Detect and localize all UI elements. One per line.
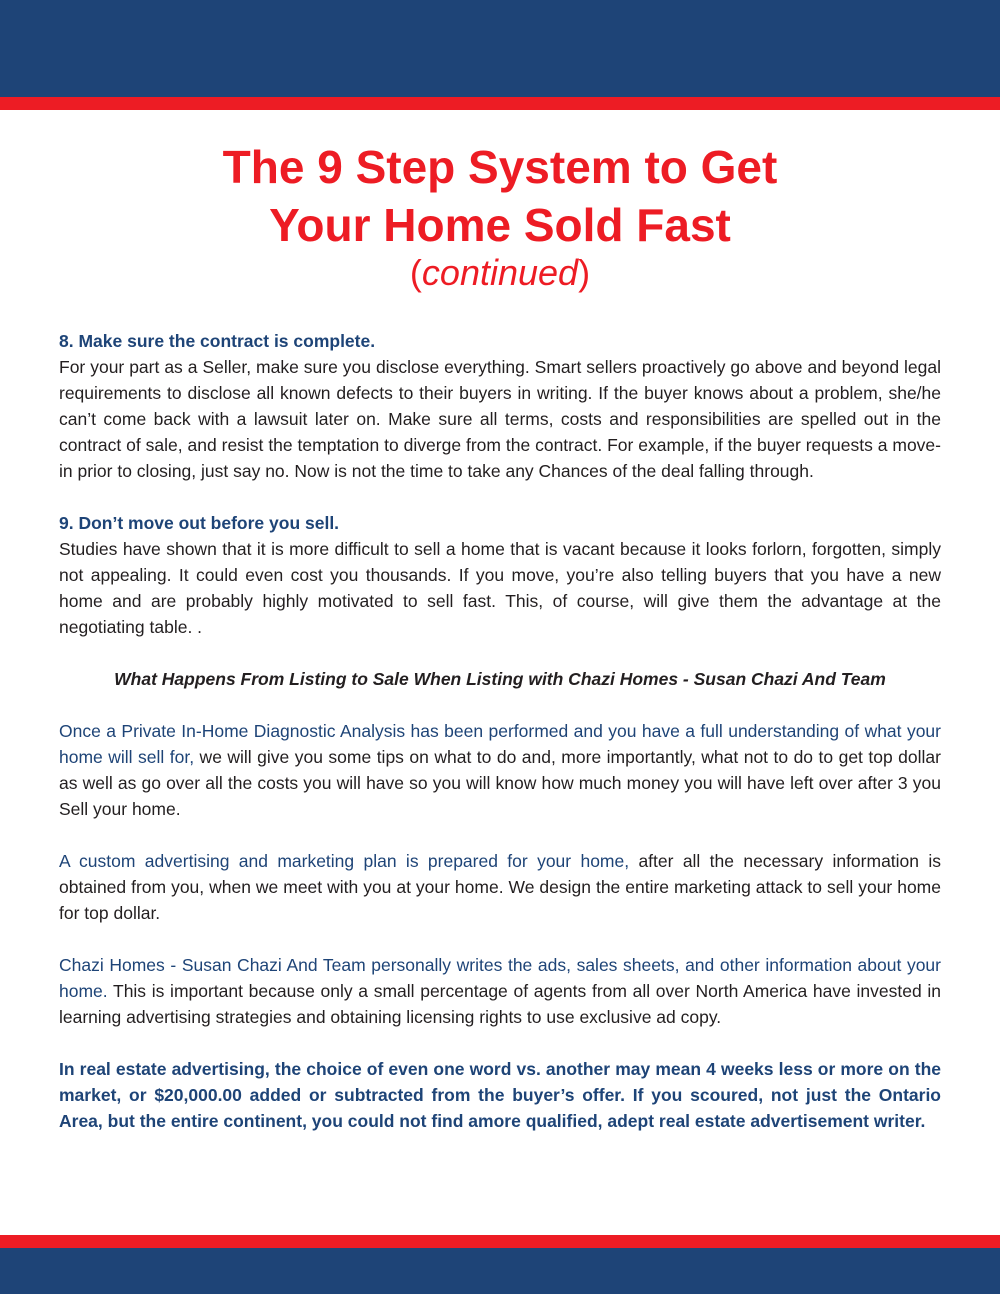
footer-red-stripe xyxy=(0,1235,1000,1248)
paragraph-diagnostic-analysis xyxy=(59,718,941,822)
page-title-line-1: The 9 Step System to Get xyxy=(222,141,778,193)
step-9-heading: 9. Don’t move out before you sell. xyxy=(59,513,340,533)
step-8-heading: 8. Make sure the contract is complete. xyxy=(59,331,376,351)
paragraph-3-text: This is important because only a small percentage of agents from all over North America have invested in learning advertising strategies and obtaining licensing rights to use exclusive ad copy. xyxy=(59,981,941,1027)
paragraph-2-text: after all the necessary information is obtained from you, when we meet with you at your home. We design the entire marketing attack to sell your home for top dollar. xyxy=(59,851,941,923)
paragraph-ad-writing xyxy=(59,952,941,1030)
page-subtitle xyxy=(0,250,1000,296)
paragraph-1-highlight: Once a Private In-Home Diagnostic Analysis has been performed and you have a full understanding of what your home will sell for, xyxy=(59,721,941,767)
paragraph-2-highlight: A custom advertising and marketing plan is prepared for your home, xyxy=(59,851,630,871)
paragraph-1-text: we will give you some tips on what to do and, more importantly, what not to do to get top dollar as well as go over all the costs you will have so you will know how much money you will have left over after 3 you Sell your home. xyxy=(59,747,941,819)
paragraph-3-highlight: Chazi Homes - Susan Chazi And Team personally writes the ads, sales sheets, and other information about your home. xyxy=(59,955,941,1001)
header-band xyxy=(0,0,1000,97)
step-9-body: Studies have shown that it is more difficult to sell a home that is vacant because it looks forlorn, forgotten, simply not appealing. It could even cost you thousands. If you move, you’re also telling buyers that you have a new home and are probably highly motivated to sell fast. This, of course, will give them the advantage at the negotiating table. . xyxy=(59,539,941,637)
subtitle-word: continued xyxy=(421,252,579,293)
step-8-body: For your part as a Seller, make sure you disclose everything. Smart sellers proactively go above and beyond legal requirements to disclose all known defects to their buyers in writing. If the buyer knows about a problem, she/he can’t come back with a lawsuit later on. Make sure all terms, costs and responsibilities are spelled out in the contract of sale, and resist the temptation to diverge from the contract. For example, if the buyer requests a move-in prior to closing, just say no. Now is not the time to take any Chances of the deal falling through. xyxy=(59,357,941,481)
section-title: What Happens From Listing to Sale When Listing with Chazi Homes - Susan Chazi And Team xyxy=(114,669,886,689)
page-title-line-2: Your Home Sold Fast xyxy=(269,199,731,251)
subtitle-close-paren: ) xyxy=(578,252,591,293)
paragraph-marketing-plan xyxy=(59,848,941,926)
page-title xyxy=(0,138,1000,254)
paragraph-advertising-impact: In real estate advertising, the choice of even one word vs. another may mean 4 weeks less or more on the market, or $20,000.00 added or subtracted from the buyer’s offer. If you scoured, not just the Ontario Area, but the entire continent, you could not find amore qualified, adept real estate advertisement writer. xyxy=(59,1059,941,1131)
footer-band xyxy=(0,1248,1000,1294)
document-body xyxy=(59,328,941,1134)
header-red-stripe xyxy=(0,97,1000,110)
subtitle-open-paren: ( xyxy=(409,252,422,293)
